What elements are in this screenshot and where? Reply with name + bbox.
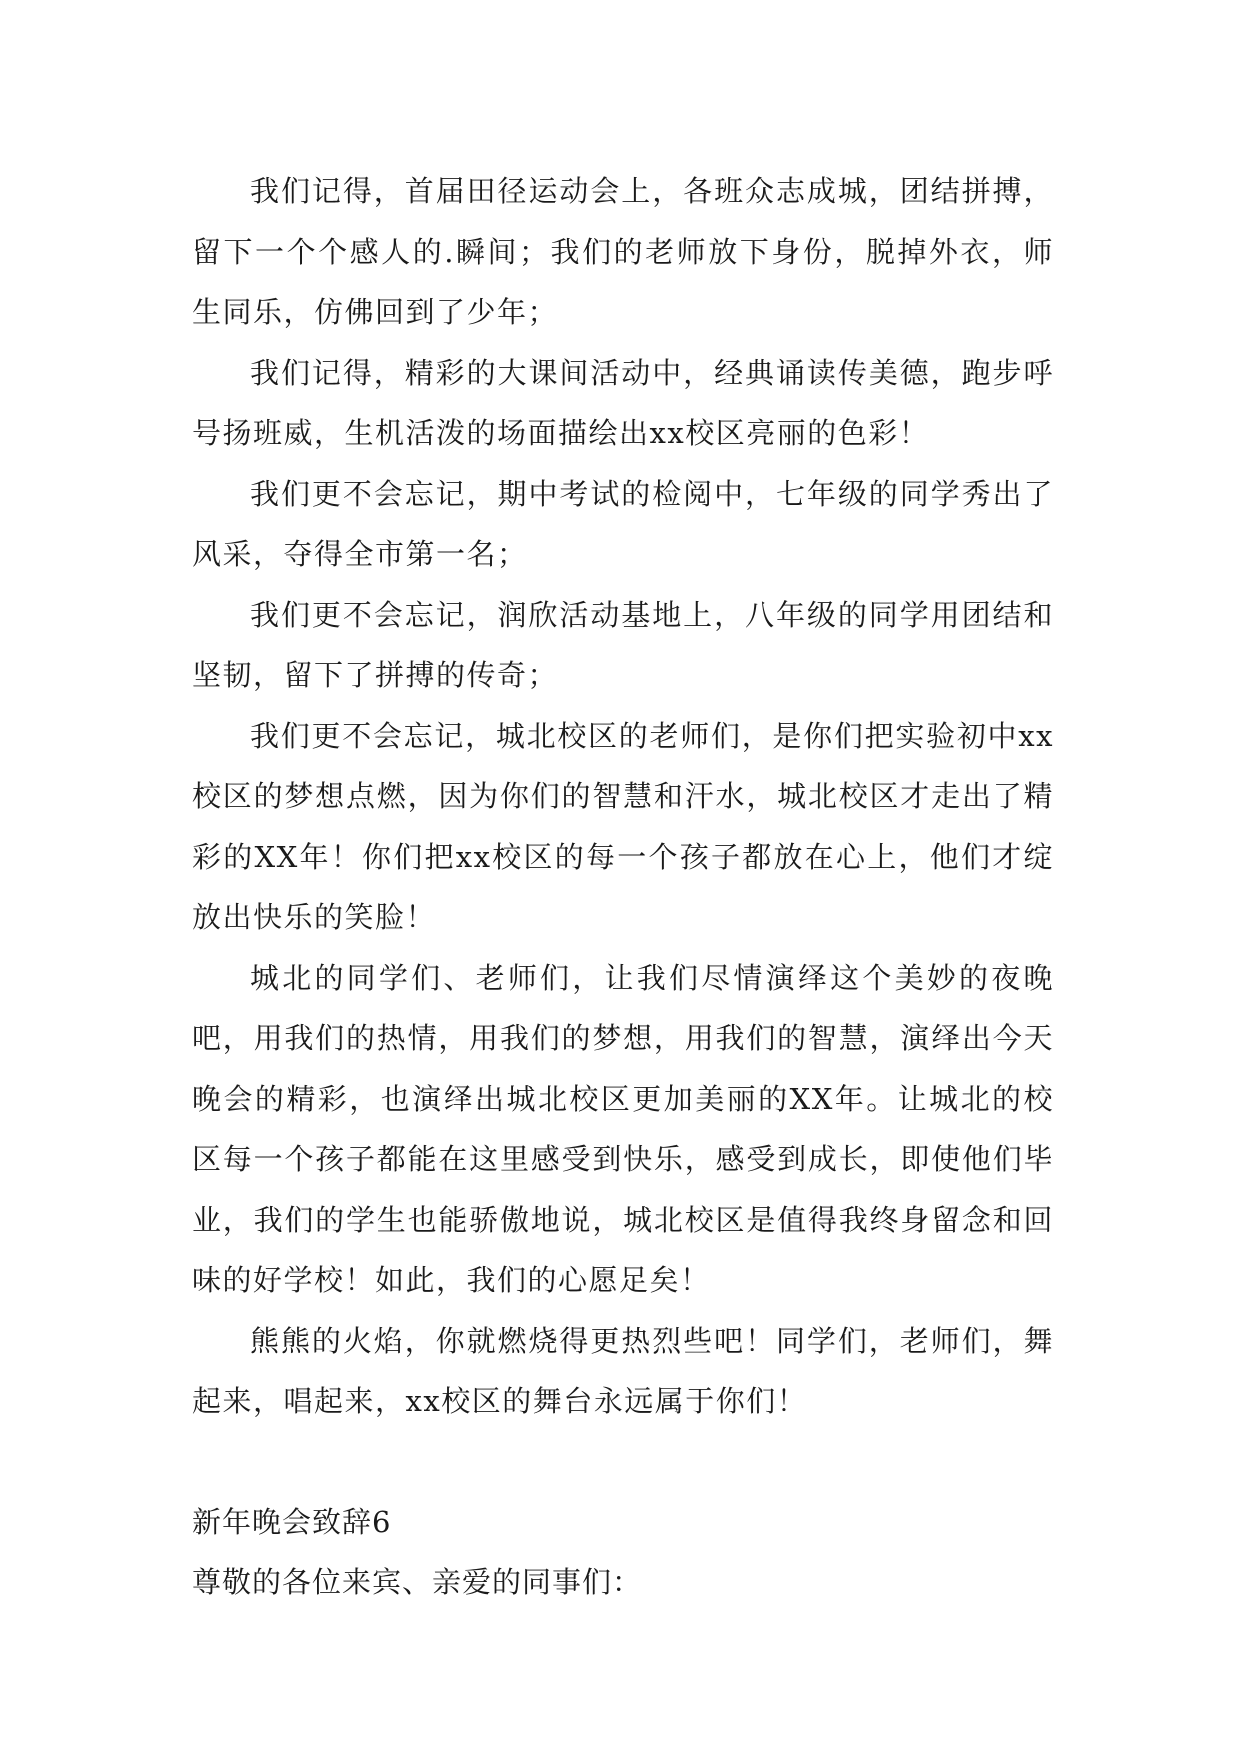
section-title: 新年晚会致辞6 xyxy=(192,1504,392,1539)
paragraph-activity-base: 我们更不会忘记，润欣活动基地上，八年级的同学用团结和坚韧，留下了拼搏的传奇； xyxy=(192,597,1054,692)
paragraph-recess-activity: 我们记得，精彩的大课间活动中，经典诵读传美德，跑步呼号扬班威，生机活泼的场面描绘出xx校区亮丽的色彩！ xyxy=(192,355,1054,450)
paragraph-teachers: 我们更不会忘记，城北校区的老师们，是你们把实验初中xx校区的梦想点燃，因为你们的智慧和汗水，城北校区才走出了精彩的XX年！你们把xx校区的每一个孩子都放在心上，他们才绽放出快乐的笑脸！ xyxy=(192,718,1054,934)
paragraph-midterm-exam: 我们更不会忘记，期中考试的检阅中，七年级的同学秀出了风采，夺得全市第一名； xyxy=(192,476,1054,571)
paragraph-track-meet: 我们记得，首届田径运动会上，各班众志成城，团结拼搏，留下一个个感人的.瞬间；我们的老师放下身份，脱掉外衣，师生同乐，仿佛回到了少年； xyxy=(192,174,1054,329)
paragraph-closing: 熊熊的火焰，你就燃烧得更热烈些吧！同学们，老师们，舞起来，唱起来，xx校区的舞台永远属于你们！ xyxy=(192,1323,1054,1418)
document-body xyxy=(192,161,1054,1613)
paragraph-evening-celebration: 城北的同学们、老师们，让我们尽情演绎这个美妙的夜晚吧，用我们的热情，用我们的梦想，用我们的智慧，演绎出今天晚会的精彩，也演绎出城北校区更加美丽的XX年。让城北的校区每一个孩子都能在这里感受到快乐，感受到成长，即使他们毕业，我们的学生也能骄傲地说，城北校区是值得我终身留念和回味的好学校！如此，我们的心愿足矣！ xyxy=(192,960,1054,1297)
salutation: 尊敬的各位来宾、亲爱的同事们： xyxy=(192,1565,643,1599)
